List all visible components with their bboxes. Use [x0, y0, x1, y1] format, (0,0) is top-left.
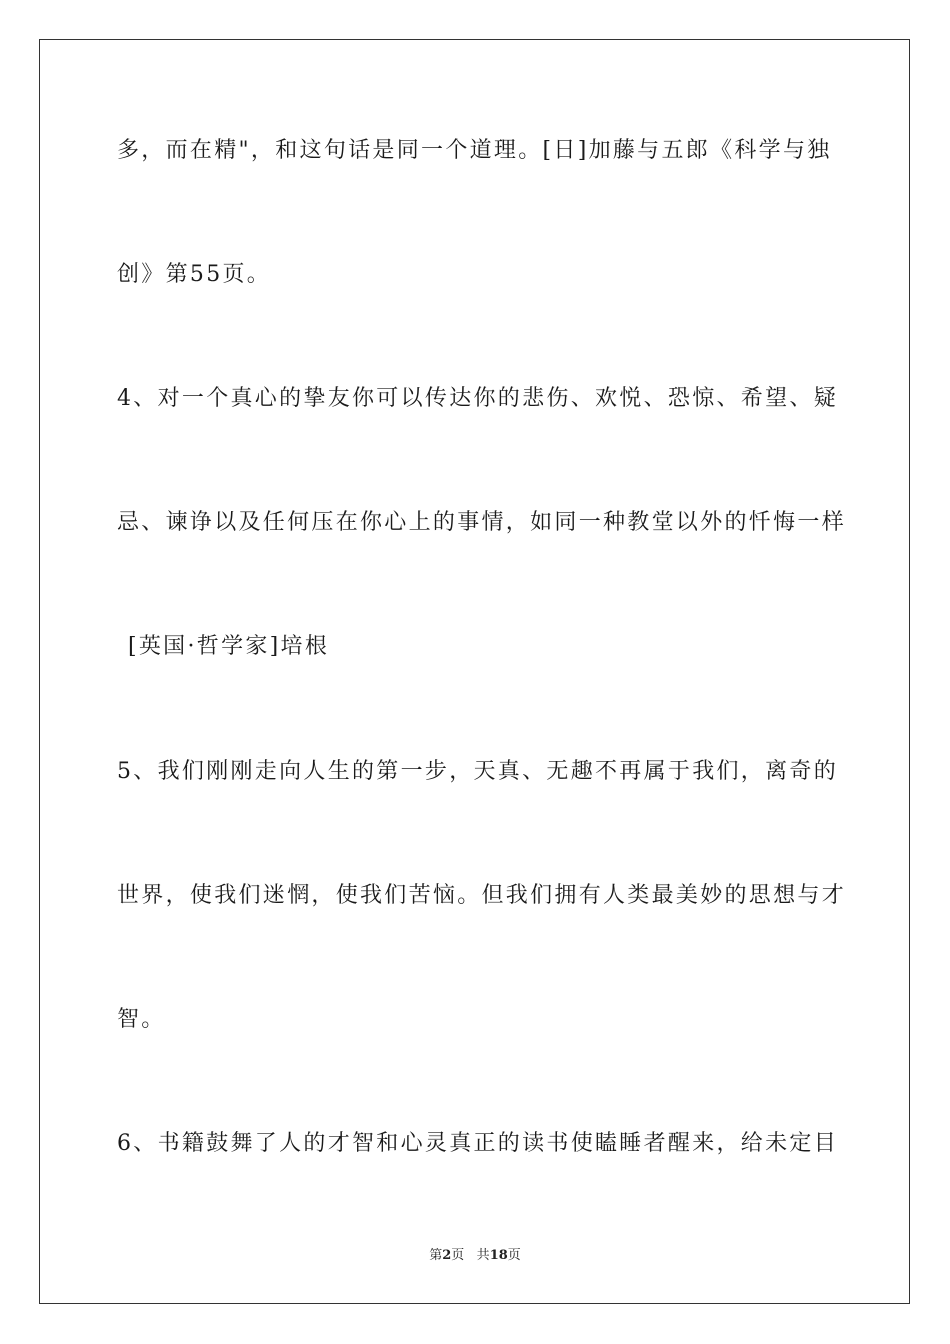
text-line-7: 世界，使我们迷惘，使我们苦恼。但我们拥有人类最美妙的思想与才 — [117, 883, 847, 908]
page-border — [39, 39, 910, 1304]
text-line-1: 多，而在精"，和这句话是同一个道理。[日]加藤与五郎《科学与独 — [117, 138, 832, 163]
text-line-4: 忌、谏诤以及任何压在你心上的事情，如同一种教堂以外的忏悔一样 — [117, 510, 847, 535]
footer-page-suffix: 页 — [451, 1248, 465, 1263]
footer-total-prefix: 共 — [476, 1248, 490, 1263]
text-line-3: 4、对一个真心的挚友你可以传达你的悲伤、欢悦、恐惊、希望、疑 — [117, 386, 838, 411]
current-page-number: 2 — [442, 1248, 452, 1263]
footer-total-suffix: 页 — [507, 1248, 521, 1263]
text-line-6: 5、我们刚刚走向人生的第一步，天真、无趣不再属于我们，离奇的 — [117, 759, 838, 784]
page-footer — [0, 1247, 950, 1265]
attribution-line: [英国·哲学家]培根 — [128, 634, 330, 659]
total-pages-number: 18 — [489, 1248, 508, 1263]
text-line-8: 智。 — [117, 1007, 166, 1032]
footer-prefix: 第 — [429, 1248, 443, 1263]
text-line-9: 6、书籍鼓舞了人的才智和心灵真正的读书使瞌睡者醒来，给未定目 — [117, 1131, 838, 1156]
text-line-2: 创》第55页。 — [117, 262, 272, 287]
